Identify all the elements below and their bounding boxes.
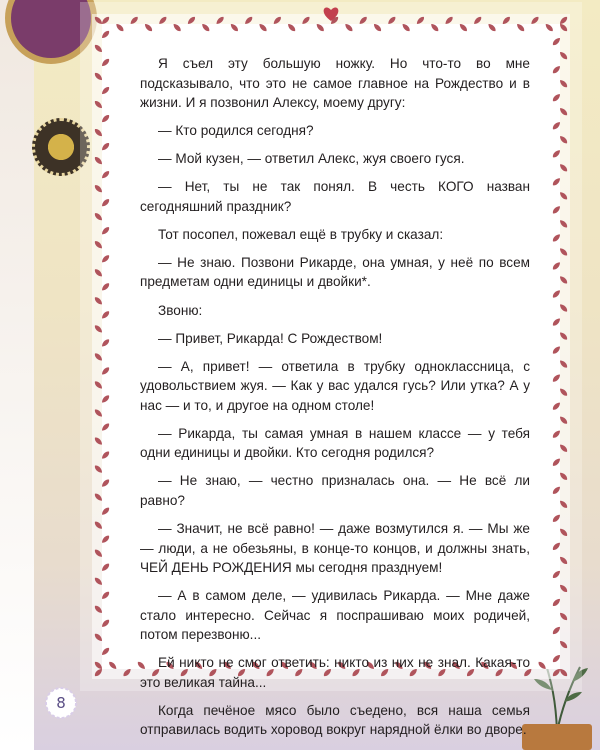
vine-leaf: [93, 604, 103, 614]
vine-leaf: [100, 338, 110, 348]
vine-leaf: [100, 15, 110, 25]
vine-leaf: [315, 22, 325, 32]
vine-leaf: [93, 548, 103, 558]
vine-leaf: [551, 541, 561, 551]
vine-leaf: [100, 450, 110, 460]
vine-leaf: [301, 15, 311, 25]
vine-leaf: [551, 513, 561, 523]
vine-leaf: [93, 408, 103, 418]
vine-leaf: [558, 191, 568, 201]
vine-leaf: [129, 15, 139, 25]
paragraph: — А, привет! — ответила в трубку одноклассница, с удовольствием жуя. — Как у вас удался гусь? Или утка? А у нас — и то, и другое на одном столе!: [140, 358, 530, 413]
vine-leaf: [558, 415, 568, 425]
vine-leaf: [100, 170, 110, 180]
vine-leaf: [100, 562, 110, 572]
vine-leaf: [387, 15, 397, 25]
vine-leaf: [93, 43, 103, 53]
paragraph: Когда печёное мясо было съедено, вся наша семья отправилась водить хоровод вокруг нарядной ёлки во дворе.: [140, 702, 530, 738]
vine-leaf: [558, 15, 568, 25]
vine-leaf: [551, 317, 561, 327]
vine-leaf: [100, 226, 110, 236]
decorative-ornament-left: [32, 118, 90, 176]
vine-leaf: [551, 36, 561, 46]
vine-leaf: [100, 366, 110, 376]
vine-leaf: [100, 113, 110, 123]
paragraph: — Привет, Рикарда! С Рождеством!: [158, 330, 383, 346]
vine-leaf: [93, 324, 103, 334]
paragraph: Ей никто не смог ответить: никто из них не знал. Какая-то это великая тайна...: [140, 655, 530, 690]
vine-leaf: [372, 22, 382, 32]
vine-leaf: [215, 15, 225, 25]
vine-leaf: [344, 22, 354, 32]
vine-leaf: [258, 22, 268, 32]
paragraph: Я съел эту большую ножку. Но что-то во мне подсказывало, что это не самое главное на Рождество и в жизни. И я позвонил Алексу, моему другу:: [140, 56, 530, 110]
vine-leaf: [286, 22, 296, 32]
vine-leaf: [100, 85, 110, 95]
vine-leaf: [93, 667, 103, 677]
flower-pot: [522, 724, 592, 750]
vine-leaf: [158, 15, 168, 25]
vine-leaf: [93, 99, 103, 109]
vine-leaf: [93, 492, 103, 502]
paragraph: — Мой кузен, — ответил Алекс, жуя своего гуся.: [158, 151, 465, 167]
paragraph: — Рикарда, ты самая умная в нашем классе — у тебя одни единицы и двойки. Кто сегодня родился?: [140, 425, 530, 461]
vine-leaf: [501, 15, 511, 25]
page-number: 8: [56, 694, 66, 712]
vine-leaf: [93, 128, 103, 138]
vine-leaf: [551, 429, 561, 439]
paragraph: — Не знаю. Позвони Рикарде, она умная, у неё по всем предметам одни единицы и двойки*.: [140, 254, 530, 290]
vine-leaf: [100, 394, 110, 404]
heart-icon: [322, 6, 340, 22]
vine-leaf: [558, 107, 568, 117]
vine-leaf: [551, 289, 561, 299]
vine-leaf: [473, 15, 483, 25]
vine-leaf: [458, 22, 468, 32]
paragraph: — Не знаю, — честно призналась она. — Не всё ли равно?: [140, 473, 530, 508]
vine-leaf: [551, 261, 561, 271]
vine-leaf: [558, 331, 568, 341]
vine-leaf: [244, 15, 254, 25]
paragraph: Звоню:: [158, 302, 203, 318]
vine-leaf: [551, 569, 561, 579]
vine-leaf: [487, 22, 497, 32]
vine-leaf: [93, 520, 103, 530]
story-text: [140, 54, 530, 748]
vine-leaf: [100, 506, 110, 516]
vine-leaf: [551, 667, 561, 677]
vine-leaf: [558, 527, 568, 537]
vine-leaf: [358, 15, 368, 25]
vine-leaf: [551, 149, 561, 159]
vine-leaf: [444, 15, 454, 25]
vine-leaf: [93, 352, 103, 362]
vine-leaf: [93, 71, 103, 81]
vine-leaf: [558, 275, 568, 285]
vine-leaf: [93, 240, 103, 250]
vine-leaf: [93, 660, 103, 670]
vine-leaf: [100, 618, 110, 628]
vine-leaf: [100, 646, 110, 656]
vine-leaf: [100, 422, 110, 432]
vine-leaf: [551, 93, 561, 103]
paragraph: Тот посопел, пожевал ещё в трубку и сказал:: [158, 226, 444, 242]
vine-leaf: [272, 15, 282, 25]
vine-leaf: [558, 219, 568, 229]
vine-leaf: [537, 660, 547, 670]
vine-leaf: [551, 457, 561, 467]
vine-leaf: [558, 135, 568, 145]
vine-leaf: [515, 22, 525, 32]
vine-leaf: [558, 555, 568, 565]
vine-leaf: [558, 247, 568, 257]
vine-leaf: [93, 632, 103, 642]
vine-leaf: [93, 464, 103, 474]
paragraph: — Нет, ты не так понял. В честь КОГО назван сегодняшний праздник?: [140, 179, 530, 214]
vine-leaf: [401, 22, 411, 32]
vine-leaf: [186, 15, 196, 25]
vine-leaf: [551, 233, 561, 243]
vine-leaf: [558, 387, 568, 397]
vine-leaf: [551, 345, 561, 355]
vine-leaf: [558, 667, 568, 677]
vine-leaf: [558, 583, 568, 593]
vine-leaf: [430, 22, 440, 32]
vine-leaf: [100, 282, 110, 292]
vine-leaf: [115, 22, 125, 32]
vine-leaf: [93, 156, 103, 166]
vine-leaf: [415, 15, 425, 25]
vine-leaf: [558, 471, 568, 481]
vine-leaf: [100, 534, 110, 544]
vine-leaf: [122, 667, 132, 677]
vine-leaf: [201, 22, 211, 32]
vine-leaf: [93, 296, 103, 306]
vine-leaf: [100, 590, 110, 600]
vine-leaf: [558, 163, 568, 173]
vine-leaf: [558, 359, 568, 369]
vine-leaf: [100, 142, 110, 152]
vine-leaf: [229, 22, 239, 32]
vine-leaf: [93, 380, 103, 390]
vine-leaf: [100, 198, 110, 208]
vine-leaf: [93, 576, 103, 586]
vine-leaf: [93, 212, 103, 222]
vine-leaf: [551, 401, 561, 411]
left-margin-band: [0, 0, 34, 750]
vine-leaf: [544, 22, 554, 32]
vine-leaf: [93, 436, 103, 446]
paragraph: — А в самом деле, — удивилась Рикарда. — Мне даже стало интересно. Сейчас я поспрашиваю моих родичей, потом перезвоню...: [140, 588, 530, 643]
vine-leaf: [93, 15, 103, 25]
vine-leaf: [558, 303, 568, 313]
vine-leaf: [551, 177, 561, 187]
paragraph: — Значит, не всё равно! — даже возмутился я. — Мы же — люди, а не обезьяны, в конце-то концов, и должны знать, ЧЕЙ ДЕНЬ РОЖДЕНИЯ мы сегодня празднуем!: [140, 521, 530, 576]
vine-leaf: [551, 121, 561, 131]
vine-leaf: [558, 499, 568, 509]
vine-leaf: [558, 443, 568, 453]
vine-leaf: [551, 625, 561, 635]
vine-leaf: [100, 254, 110, 264]
vine-leaf: [172, 22, 182, 32]
vine-leaf: [558, 22, 568, 32]
paragraph: — Кто родился сегодня?: [158, 123, 314, 139]
vine-leaf: [558, 639, 568, 649]
vine-leaf: [558, 50, 568, 60]
vine-leaf: [100, 310, 110, 320]
vine-leaf: [558, 611, 568, 621]
vine-leaf: [551, 653, 561, 663]
vine-leaf: [530, 15, 540, 25]
vine-leaf: [143, 22, 153, 32]
vine-leaf: [551, 205, 561, 215]
vine-leaf: [551, 373, 561, 383]
vine-leaf: [558, 78, 568, 88]
vine-leaf: [100, 29, 110, 39]
vine-leaf: [93, 184, 103, 194]
vine-leaf: [100, 478, 110, 488]
vine-leaf: [100, 57, 110, 67]
vine-leaf: [551, 64, 561, 74]
vine-leaf: [108, 660, 118, 670]
vine-leaf: [551, 485, 561, 495]
vine-leaf: [93, 268, 103, 278]
vine-leaf: [551, 597, 561, 607]
